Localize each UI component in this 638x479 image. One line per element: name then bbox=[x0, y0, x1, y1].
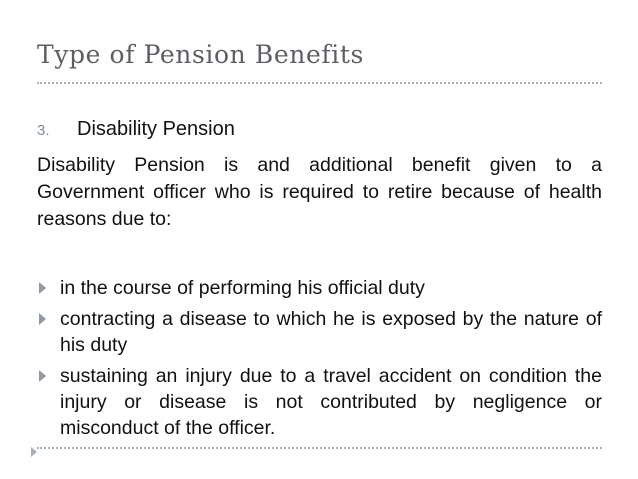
body-paragraph: Disability Pension is and additional benefit given to a Government officer who is required to retire because of health reasons due to: bbox=[37, 154, 602, 230]
bullet-arrow-icon bbox=[39, 313, 46, 325]
bullet-text: contracting a disease to which he is exposed by the nature of his duty bbox=[60, 308, 602, 356]
slide-title: Type of Pension Benefits bbox=[37, 40, 364, 69]
bullet-arrow-icon bbox=[39, 370, 46, 382]
section-title: Disability Pension bbox=[77, 118, 235, 140]
bullet-text: sustaining an injury due to a travel accident on condition the injury or disease is not contributed by negligence or misconduct of the officer. bbox=[60, 365, 602, 439]
title-divider bbox=[37, 82, 602, 84]
bullet-arrow-icon bbox=[39, 282, 46, 294]
list-item bbox=[37, 275, 602, 301]
footer-arrow-icon bbox=[31, 447, 37, 457]
section-heading bbox=[37, 118, 235, 141]
footer-divider bbox=[37, 447, 602, 449]
list-item bbox=[37, 306, 602, 358]
section-number: 3. bbox=[37, 122, 50, 139]
bullet-text: in the course of performing his official duty bbox=[60, 277, 425, 299]
bullet-list bbox=[37, 275, 602, 446]
list-item bbox=[37, 363, 602, 441]
